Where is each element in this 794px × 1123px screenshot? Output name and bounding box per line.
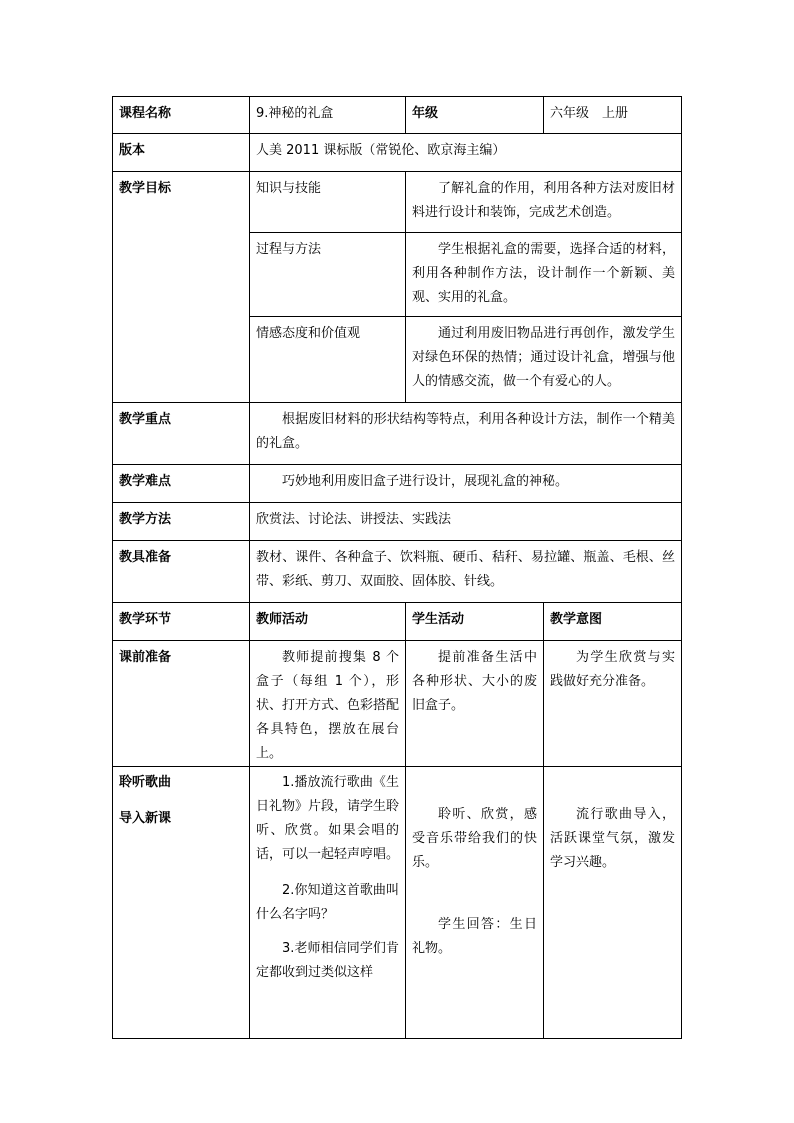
teacher-activity: 教师提前搜集 8 个盒子（每组 1 个），形状、打开方式、色彩搭配各具特色，摆放在展台上。	[250, 641, 406, 767]
method-label: 教学方法	[113, 503, 250, 541]
difficulty-value: 巧妙地利用废旧盒子进行设计，展现礼盒的神秘。	[250, 465, 682, 503]
key-point-value: 根据废旧材料的形状结构等特点，利用各种设计方法，制作一个精美的礼盒。	[250, 403, 682, 465]
teacher-activity-header: 教师活动	[250, 603, 406, 641]
teacher-activity-cell	[250, 767, 406, 1039]
process-row-preparation	[113, 641, 682, 767]
teacher-activity: 1.播放流行歌曲《生日礼物》片段，请学生聆听、欣赏。如果会唱的话，可以一起轻声哼唱。	[256, 775, 400, 862]
objective-content: 学生根据礼盒的需要，选择合适的材料，利用各种制作方法，设计制作一个新颖、美观、实用的礼盒。	[406, 233, 682, 317]
student-activity: 聆听、欣赏，感受音乐带给我们的快乐。	[412, 807, 537, 870]
student-activity: 学生回答：生日礼物。	[412, 917, 537, 956]
grade-label: 年级	[406, 97, 544, 134]
objective-row-knowledge	[113, 172, 682, 233]
process-header-row	[113, 603, 682, 641]
method-value: 欣赏法、讨论法、讲授法、实践法	[250, 503, 682, 541]
difficulty-label: 教学难点	[113, 465, 250, 503]
edition-value: 人美 2011 课标版（常锐伦、欧京海主编）	[250, 134, 682, 172]
teaching-intent: 流行歌曲导入，活跃课堂气氛，激发学习兴趣。	[544, 767, 682, 1039]
student-activity: 提前准备生活中各种形状、大小的废旧盒子。	[406, 641, 544, 767]
stage-name-cell	[113, 767, 250, 1039]
edition-row	[113, 134, 682, 172]
student-activity-header: 学生活动	[406, 603, 544, 641]
stage-name-line: 聆听歌曲	[119, 775, 172, 790]
process-row-song-intro	[113, 767, 682, 1039]
key-point-row	[113, 403, 682, 465]
edition-label: 版本	[113, 134, 250, 172]
course-name: 9.神秘的礼盒	[250, 97, 406, 134]
materials-row	[113, 541, 682, 603]
objective-dimension: 情感态度和价值观	[250, 317, 406, 403]
objectives-label: 教学目标	[113, 172, 250, 403]
stage-header: 教学环节	[113, 603, 250, 641]
objective-dimension: 知识与技能	[250, 172, 406, 233]
difficulty-row	[113, 465, 682, 503]
materials-label: 教具准备	[113, 541, 250, 603]
stage-name-line: 导入新课	[119, 811, 172, 826]
teaching-intent-header: 教学意图	[544, 603, 682, 641]
objective-dimension: 过程与方法	[250, 233, 406, 317]
materials-value: 教材、课件、各种盒子、饮料瓶、硬币、秸秆、易拉罐、瓶盖、毛根、丝带、彩纸、剪刀、双面胶、固体胶、针线。	[250, 541, 682, 603]
objective-content: 了解礼盒的作用，利用各种方法对废旧材料进行设计和装饰，完成艺术创造。	[406, 172, 682, 233]
stage-name: 课前准备	[113, 641, 250, 767]
objective-content: 通过利用废旧物品进行再创作，激发学生对绿色环保的热情；通过设计礼盒，增强与他人的情感交流，做一个有爱心的人。	[406, 317, 682, 403]
teacher-activity: 3.老师相信同学们肯定都收到过类似这样	[256, 941, 399, 980]
lesson-plan-table	[112, 96, 682, 1039]
teacher-activity: 2.你知道这首歌曲叫什么名字吗？	[256, 883, 399, 922]
course-info-row	[113, 97, 682, 134]
teaching-intent: 为学生欣赏与实践做好充分准备。	[544, 641, 682, 767]
key-point-label: 教学重点	[113, 403, 250, 465]
student-activity-cell	[406, 767, 544, 1039]
method-row	[113, 503, 682, 541]
grade-value: 六年级 上册	[544, 97, 682, 134]
course-name-label: 课程名称	[113, 97, 250, 134]
